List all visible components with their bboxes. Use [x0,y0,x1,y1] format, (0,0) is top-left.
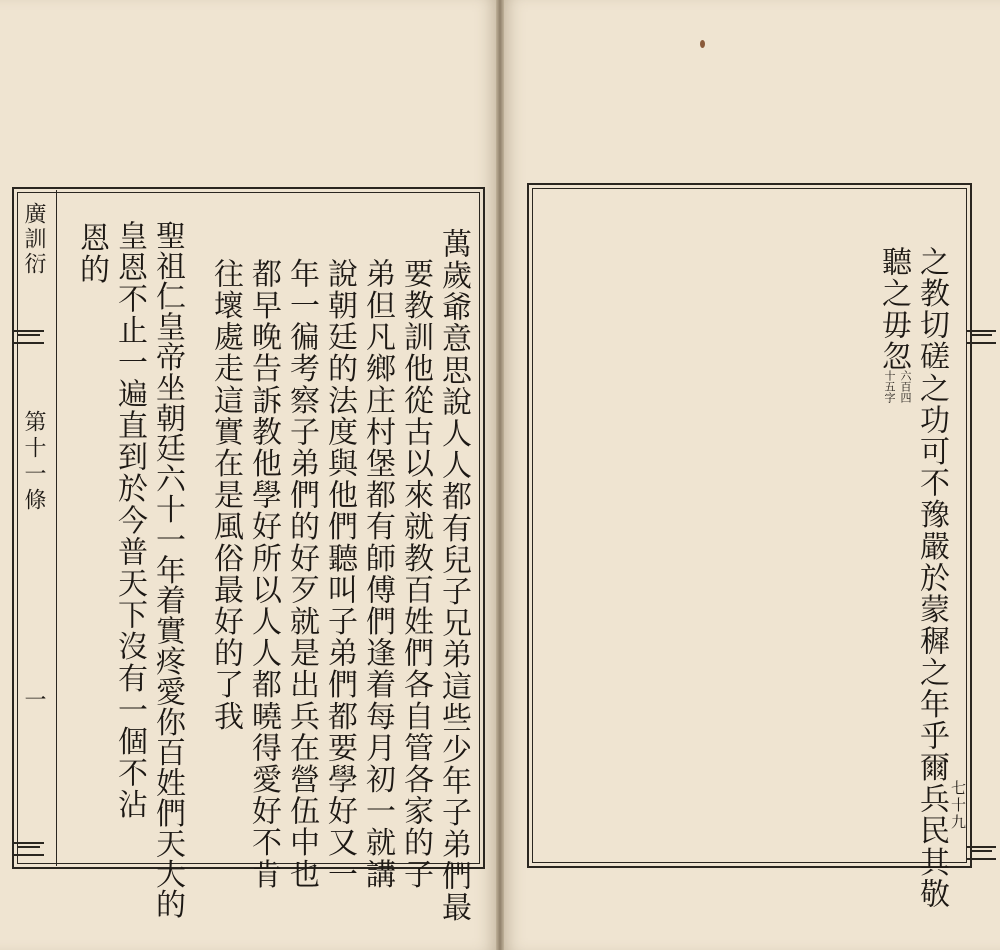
margin-page-number: 一 [21,688,46,710]
left-column-5: 年一徧考察子弟們的好歹就是出兵在營伍中也 [284,258,319,890]
left-column-3: 弟但凡鄉庄村堡都有師傅們逢着每月初一就講 [360,258,395,890]
left-column-4: 說朝廷的法度與他們聽叫子弟們都要學好又一 [322,258,357,890]
left-column-8: 聖祖仁皇帝坐朝廷六十一年着實疼愛你百姓們天大的 [150,220,185,920]
paper-stain [700,40,705,48]
right-column-1: 之教切磋之功可不豫嚴於蒙穉之年乎爾兵民其敬 [914,246,949,910]
left-column-1: 萬歲爺意思說人人都有兒子兄弟這些少年子弟們最 [436,228,471,924]
right-note-line-2: 十五字 [883,370,896,403]
right-column-2: 聽之毋忽 [876,246,911,373]
right-note-line-1: 六百四 [899,370,912,403]
margin-divider-line [56,190,57,866]
left-column-6: 都早晚告訴教他學好所以人人都曉得愛好不肯 [246,258,281,890]
fish-tail-ornament-top [14,330,44,344]
book-gutter [496,0,504,950]
right-page-number: 七十九 [949,780,967,831]
left-column-7: 往壞處走這實在是風俗最好的了我 [208,258,243,732]
margin-book-title: 廣訓衍 [21,202,46,277]
left-column-9: 皇恩不止一遍直到於今普天下沒有一個不沾 [112,220,147,821]
right-fish-tail-ornament-top [966,330,996,344]
left-column-10: 恩的 [74,222,109,286]
right-fish-tail-ornament-bottom [966,846,996,860]
left-column-2: 要教訓他從古以來就教百姓們各自管各家的子 [398,258,433,890]
margin-section-label: 第十一條 [21,410,46,514]
fish-tail-ornament-bottom [14,842,44,856]
